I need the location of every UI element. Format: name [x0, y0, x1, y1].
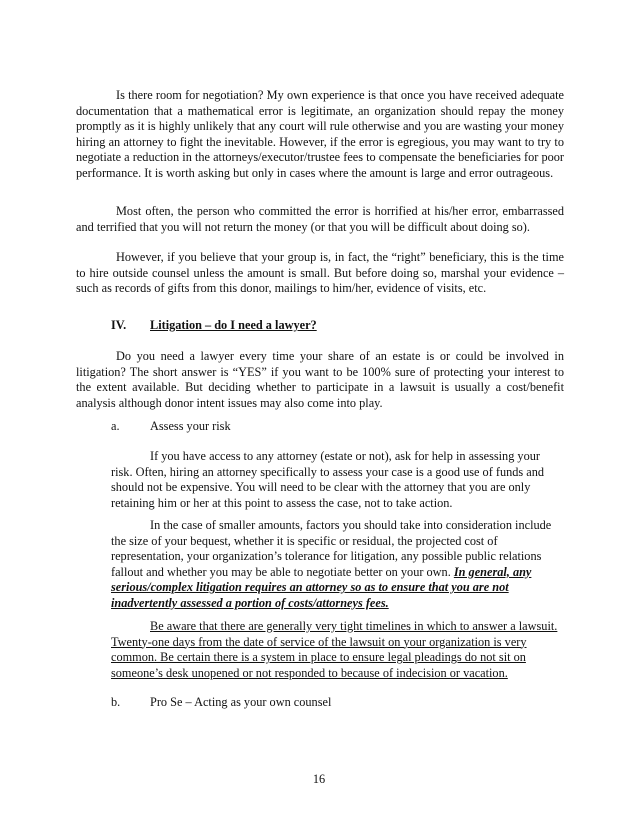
subsection-b-title: Pro Se – Acting as your own counsel [150, 695, 332, 709]
paragraph-error-horrified-text: Most often, the person who committed the error is horrified at his/her error, embarrassed and terrified that you will not return the money (or that you will be difficult about doing so). [76, 204, 564, 234]
section-number: IV. [111, 318, 127, 332]
paragraph-negotiation [76, 88, 564, 182]
paragraph-need-lawyer [76, 349, 564, 411]
subsection-a-heading [111, 419, 231, 435]
paragraph-negotiation-text: Is there room for negotiation? My own experience is that once you have received adequate documentation that a mathematical error is legitimate, an organization should repay the money promptly as it is highly unlikely that any court will rule otherwise and you are wasting your money hiring an attorney to fight the inevitable. However, if the error is egregious, you may want to try to negotiate a reduction in the attorneys/executor/trustee fees to compensate the beneficiaries for poor performance. It is worth asking but only in cases where the amount is large and error outrageous. [76, 88, 564, 180]
paragraph-right-beneficiary [76, 250, 564, 297]
paragraph-smaller-amounts [111, 518, 564, 612]
paragraph-right-beneficiary-text: However, if you believe that your group is, in fact, the “right” beneficiary, this is the time to hire outside counsel unless the amount is small. But before doing so, marshal your evidence – such as records of gifts from this donor, mailings to him/her, evidence of visits, etc. [76, 250, 564, 296]
paragraph-timelines-text: Be aware that there are generally very tight timelines in which to answer a lawsuit. Twenty-one days from the date of service of the lawsuit on your organization is very common. Be certain there is a system in place to ensure legal pleadings do not sit on someone’s desk unopened or not responded to because of indecision or vacation. [111, 619, 558, 680]
paragraph-assess-risk-text: If you have access to any attorney (estate or not), ask for help in assessing your risk. Often, hiring an attorney specifically to assess your case is a good use of funds and should not be expensive. You will need to be clear with the attorney that you are only retaining him or her at this point to assess the case, not to take action. [111, 449, 545, 510]
paragraph-error-horrified [76, 204, 564, 235]
section-heading [111, 318, 317, 334]
subsection-a-letter: a. [111, 419, 120, 433]
subsection-b-letter: b. [111, 695, 121, 709]
paragraph-need-lawyer-text: Do you need a lawyer every time your share of an estate is or could be involved in litigation? The short answer is “YES” if you want to be 100% sure of protecting your interest to the extent available. But deciding whether to participate in a lawsuit is usually a cost/benefit analysis although donor intent issues may also come into play. [76, 349, 564, 410]
page-number: 16 [312, 772, 326, 786]
subsection-a-title: Assess your risk [150, 419, 231, 433]
paragraph-timelines [111, 619, 564, 681]
paragraph-assess-risk [111, 449, 564, 511]
paragraph-smaller-amounts-emphasis: In general, any serious/complex litigation requires an attorney so as to ensure that you are not inadvertently assessed a portion of costs/attorneys fees. [111, 564, 532, 610]
section-title: Litigation – do I need a lawyer? [150, 318, 317, 332]
paragraph-smaller-amounts-text: In the case of smaller amounts, factors you should take into consideration include the size of your bequest, whether it is specific or residual, the projected cost of representation, your organization’s tolerance for litigation, any possible public relations fallout and whether you may be able to negotiate better on your own. [111, 518, 552, 579]
subsection-b-heading [111, 695, 331, 711]
